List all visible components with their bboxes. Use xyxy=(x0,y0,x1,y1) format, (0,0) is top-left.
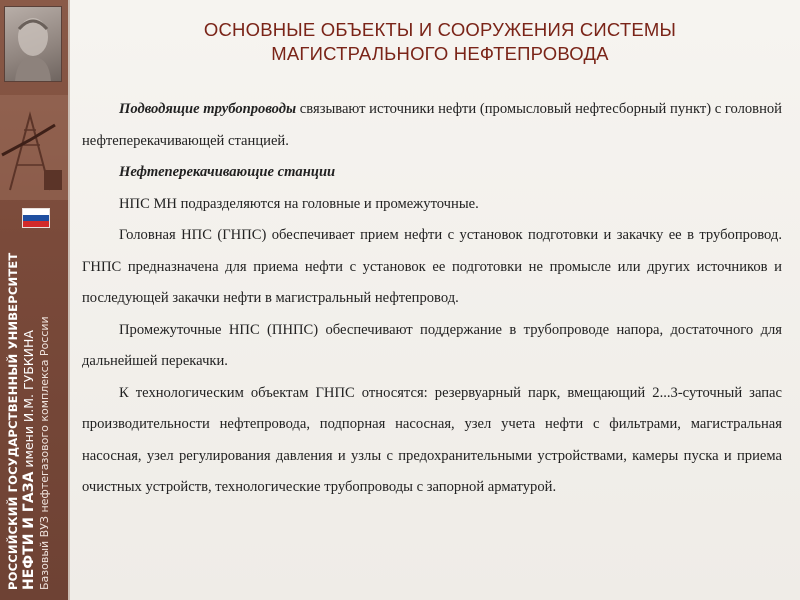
university-line1: РОССИЙСКИЙ ГОСУДАРСТВЕННЫЙ УНИВЕРСИТЕТ xyxy=(6,252,20,590)
university-name-rest: имени И.М. ГУБКИНА xyxy=(21,330,36,472)
paragraph-pump-stations-heading xyxy=(82,157,782,189)
university-name-bold: НЕФТИ И ГАЗА xyxy=(21,471,37,590)
portrait-image xyxy=(4,6,62,82)
paragraph-nps-types: НПС МН подразделяются на головные и промежуточные. xyxy=(119,195,479,212)
paragraph-intermediate-stations: Промежуточные НПС (ПНПС) обеспечивают поддержание в трубопроводе напора, достаточного для дальнейшей перекачки. xyxy=(82,321,782,369)
title-line-1: ОСНОВНЫЕ ОБЪЕКТЫ И СООРУЖЕНИЯ СИСТЕМЫ xyxy=(203,19,677,40)
oil-rig-illustration xyxy=(0,95,68,200)
slide-title xyxy=(90,18,790,66)
term-feeder-pipelines: Подводящие трубопроводы xyxy=(119,101,297,117)
paragraph-head-station: Головная НПС (ГНПС) обеспечивает прием нефти с установок подготовки и закачку ее в трубопровод. ГНПС предназначена для приема нефти с установок ее подготовки не промысле или других источников и последующей закачки нефти в магистральный нефтепровод. xyxy=(82,227,782,306)
university-line3: Базовый ВУЗ нефтегазового комплекса России xyxy=(38,316,51,590)
heading-pump-stations: Нефтеперекачивающие станции xyxy=(119,164,336,180)
paragraph-feeder-pipelines xyxy=(82,94,782,157)
feeder-pipelines-text: связывают источники нефти (промысловый нефтесборный пункт) с головной нефтеперекачивающей станцией. xyxy=(82,101,782,149)
university-line2 xyxy=(20,220,38,590)
sidebar-banner xyxy=(0,0,68,600)
slide-body xyxy=(82,94,782,504)
paragraph-technological-objects: К технологическим объектам ГНПС относятся: резервуарный парк, вмещающий 2...3-суточный запас производительности нефтепровода, подпорная насосная, узел учета нефти с фильтрами, магистральная насосная, узел регулирования давления и узлы с предохранительными устройствами, камеры пуска и приема очистных устройств, технологические трубопроводы с запорной арматурой. xyxy=(82,384,782,495)
sidebar-divider xyxy=(68,0,70,600)
title-line-2: МАГИСТРАЛЬНОГО НЕФТЕПРОВОДА xyxy=(271,43,609,64)
university-vertical-text xyxy=(6,220,52,590)
